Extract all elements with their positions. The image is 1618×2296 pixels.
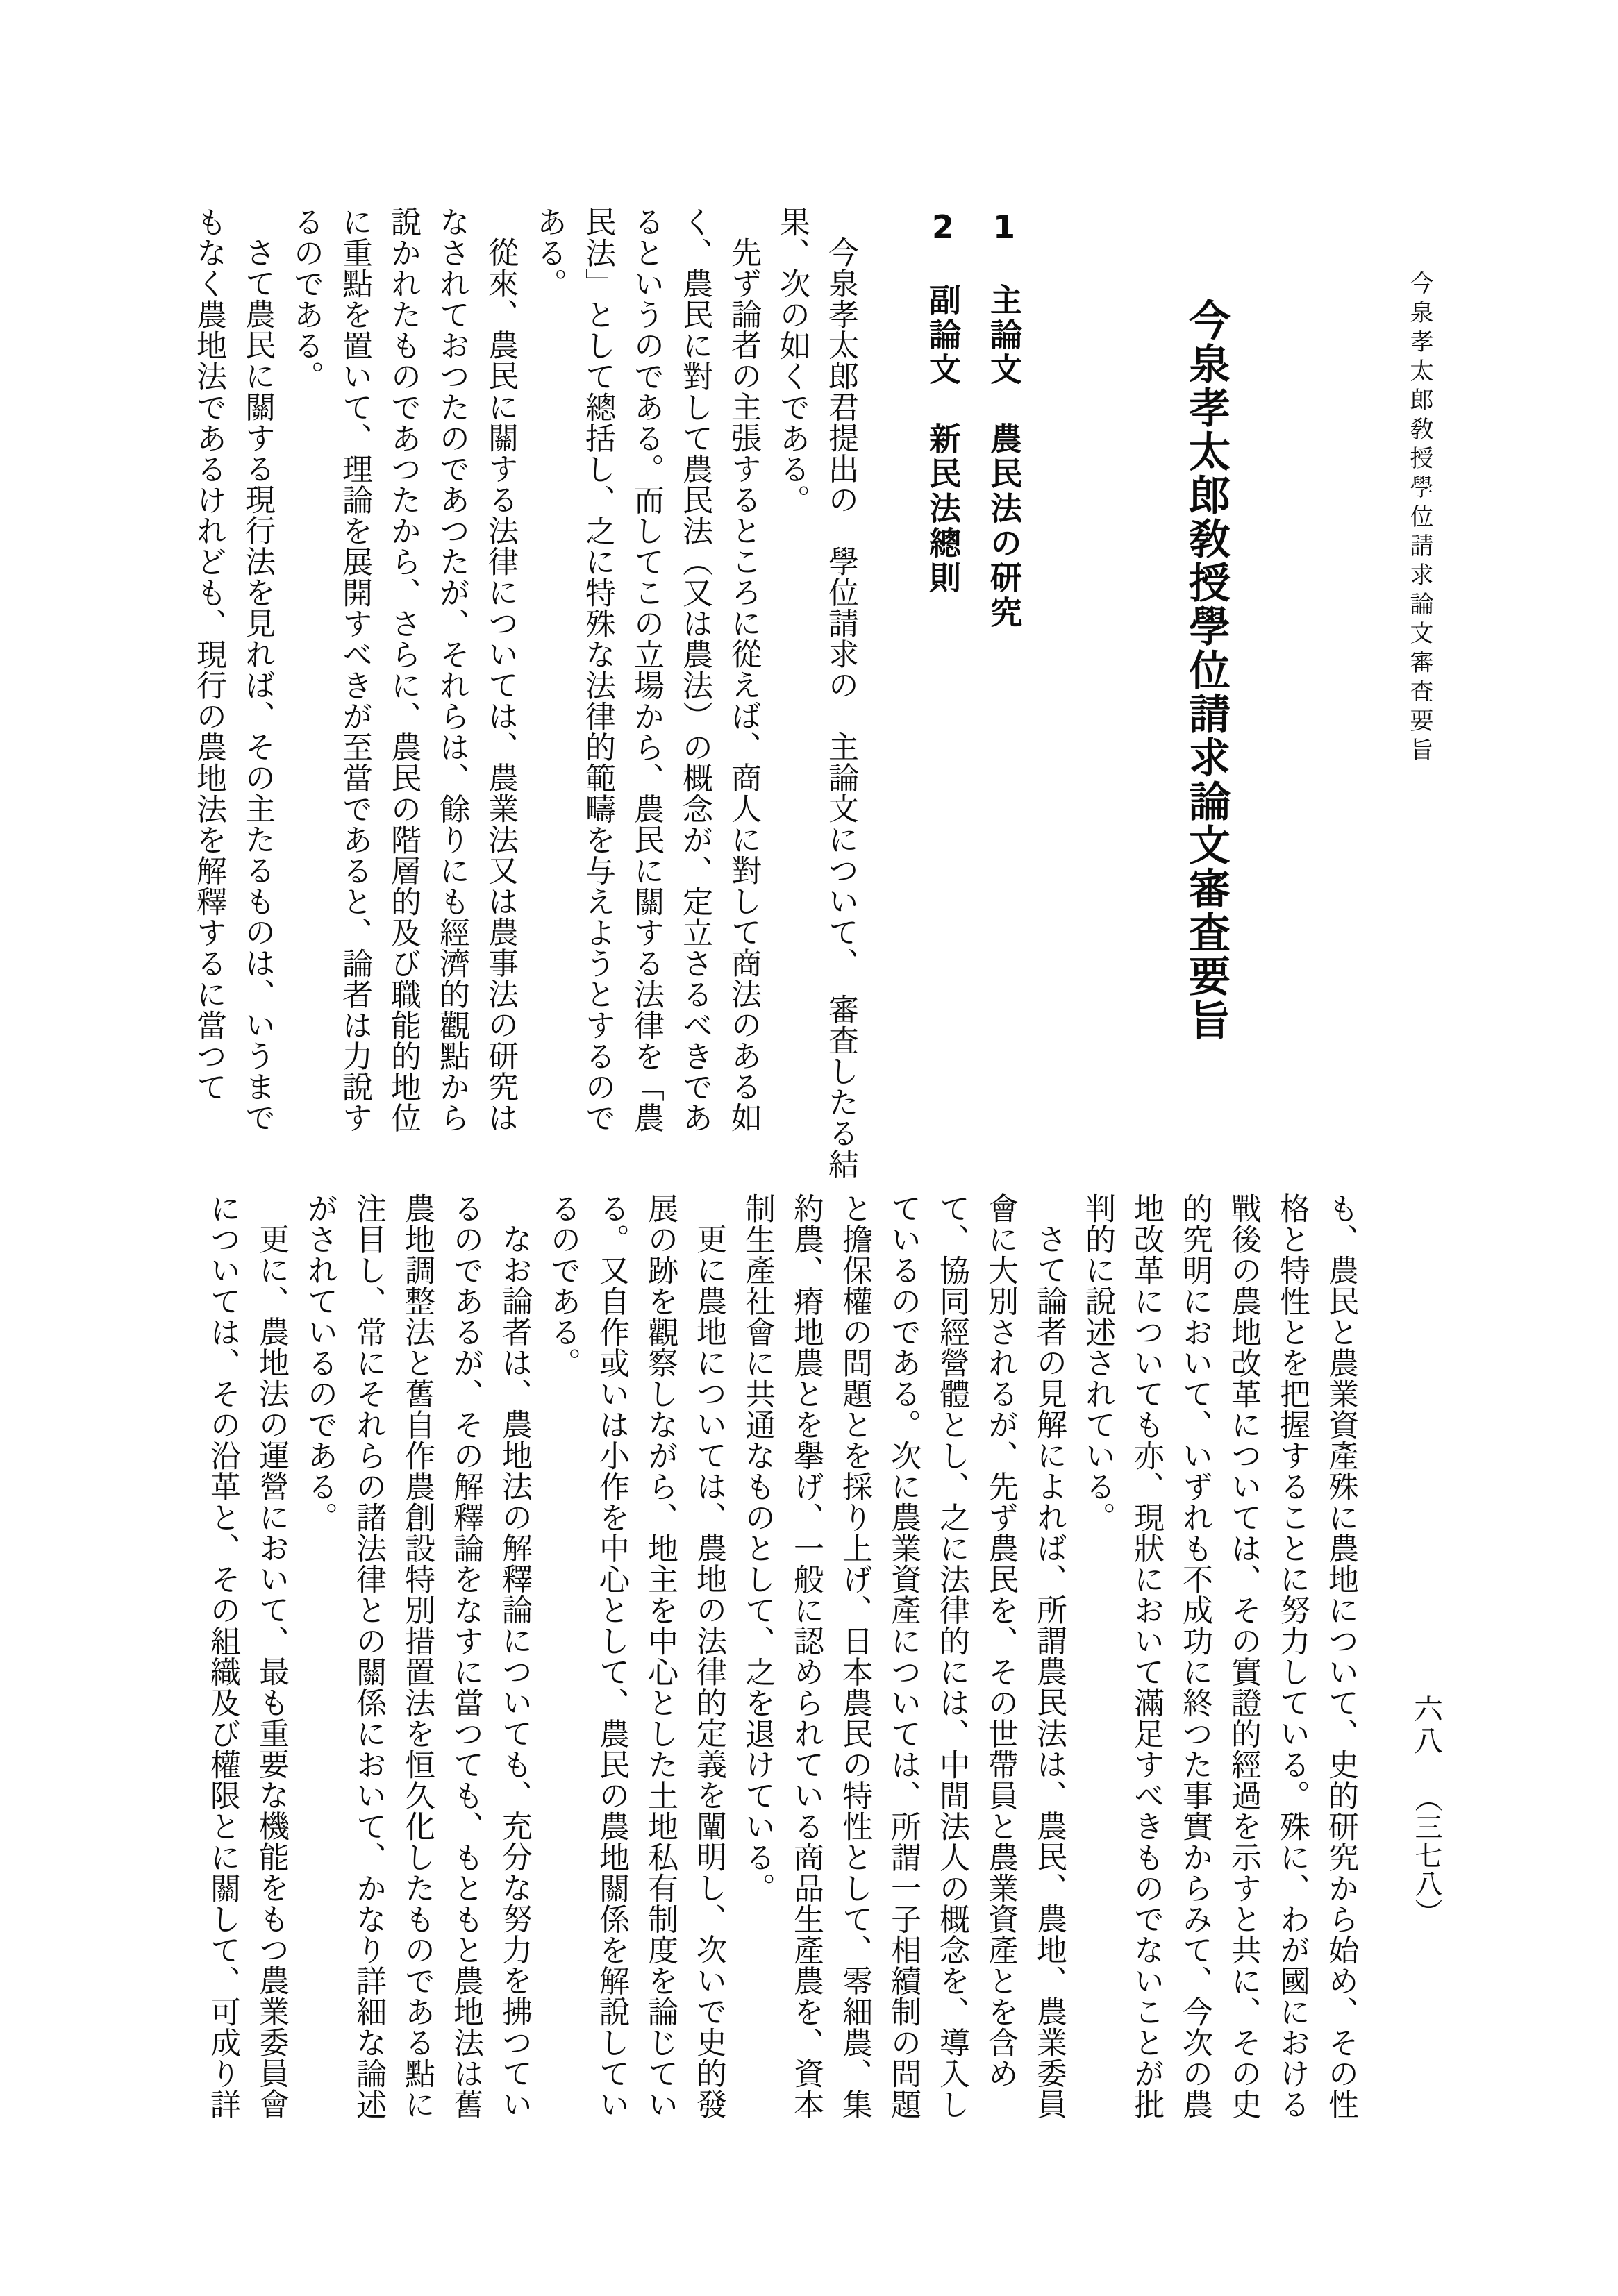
text-column: ているのである。次に農業資產については、所謂一子相續制の問題 [885, 1193, 921, 2120]
text-column: 地改革についても亦、現狀において滿足すべきものでないことが批 [1128, 1193, 1164, 2120]
text-column: 先ず論者の主張するところに從えば、商人に對して商法のある如 [726, 237, 761, 1133]
text-column: 格と特性とを把握することに努力している。殊に、わが國における [1274, 1193, 1310, 2120]
text-column: 民法」として總括し、之に特殊な法律的範疇を与えようとするので [580, 206, 615, 1133]
thesis-list [912, 208, 1035, 750]
text-column: 更に農地については、農地の法律的定義を闡明し、次いで史的發 [691, 1223, 726, 2120]
text-column: と擔保權の問題とを採り上げ、日本農民の特性として、零細農、集 [837, 1193, 872, 2120]
text-column: 判的に說述されている。 [1080, 1193, 1115, 1533]
text-column: さて論者の見解によれば、所謂農民法は、農民、農地、農業委員 [1031, 1223, 1067, 2120]
text-column: ある。 [531, 206, 567, 299]
thesis-list-item: 1 主論文 農民法の研究 [985, 208, 1023, 630]
thesis-list-item: 2 副論文 新民法總則 [924, 208, 962, 596]
text-column: るのであるが、その解釋論をなすに當つても、もともと農地法は舊 [448, 1193, 483, 2120]
text-column: く、農民に對して農民法（又は農法）の概念が、定立さるべきであ [677, 206, 712, 1133]
text-column: 制生產社會に共通なものとして、之を退けている。 [740, 1193, 775, 1904]
running-title: 今泉孝太郎敎授學位請求論文審査要旨 [1406, 271, 1433, 766]
text-column: るというのである。而してこの立場から、農民に關する法律を「農 [628, 206, 664, 1133]
text-column: るのである。 [545, 1193, 581, 1378]
text-column: 果、次の如くである。 [774, 206, 810, 515]
text-column: なお論者は、農地法の解釋論についても、充分な努力を拂つてい [497, 1223, 532, 2120]
text-column: 約農、瘠地農とを擧げ、一般に認められている商品生產農を、資本 [788, 1193, 824, 2120]
text-column: 會に大別されるが、先ず農民を、その世帶員と農業資產とを含め [983, 1193, 1018, 2089]
text-column: 農地調整法と舊自作農創設特別措置法を恒久化したものである點に [399, 1193, 435, 2120]
text-column: 注目し、常にそれらの諸法律との關係において、かなり詳細な論述 [351, 1193, 386, 2120]
text-column: 的究明において、いずれも不成功に終つた事實からみて、今次の農 [1177, 1193, 1212, 2120]
text-column: るのである。 [288, 206, 324, 392]
text-column: については、その沿革と、その組織及び權限とに關して、可成り詳 [205, 1193, 240, 2120]
text-column: 展の跡を觀察しながら、地主を中心とした土地私有制度を論じてい [642, 1193, 678, 2120]
page-title: 今泉孝太郎敎授學位請求論文審査要旨 [1182, 299, 1231, 1042]
text-column: 戰後の農地改革については、その實證的經過を示すと共に、その史 [1226, 1193, 1261, 2120]
top-text-block [184, 206, 865, 1180]
bottom-text-block [198, 1193, 1365, 2151]
text-column: 更に、農地法の運營において、最も重要な機能をもつ農業委員會 [253, 1223, 289, 2120]
text-column: なされておつたのであつたが、それらは、餘りにも經濟的觀點から [434, 206, 469, 1133]
text-column: る。又自作或いは小作を中心として、農民の農地關係を解說してい [594, 1193, 629, 2120]
text-column: 說かれたものであつたから、さらに、農民の階層的及び職能的地位 [385, 206, 421, 1133]
text-column: さて農民に關する現行法を見れば、その主たるものは、いうまで [240, 237, 275, 1133]
page-number-secondary: （三七八） [1410, 1784, 1442, 1927]
text-column: もなく農地法であるけれども、現行の農地法を解釋するに當つて [191, 206, 226, 1103]
text-column: に重點を置いて、理論を展開すべきが至當であると、論者は力說す [337, 206, 372, 1133]
text-column: て、協同經營體とし、之に法律的には、中間法人の概念を、導入し [934, 1193, 969, 2120]
text-column: がされているのである。 [302, 1193, 337, 1533]
page-number: 六八 [1410, 1694, 1444, 1758]
text-column: 今泉孝太郎君提出の 學位請求の 主論文について、 審査したる結 [823, 237, 858, 1180]
text-column: も、農民と農業資產殊に農地について、史的研究から始め、その性 [1323, 1193, 1358, 2120]
text-column: 從來、農民に關する法律については、農業法又は農事法の研究は [483, 237, 518, 1133]
